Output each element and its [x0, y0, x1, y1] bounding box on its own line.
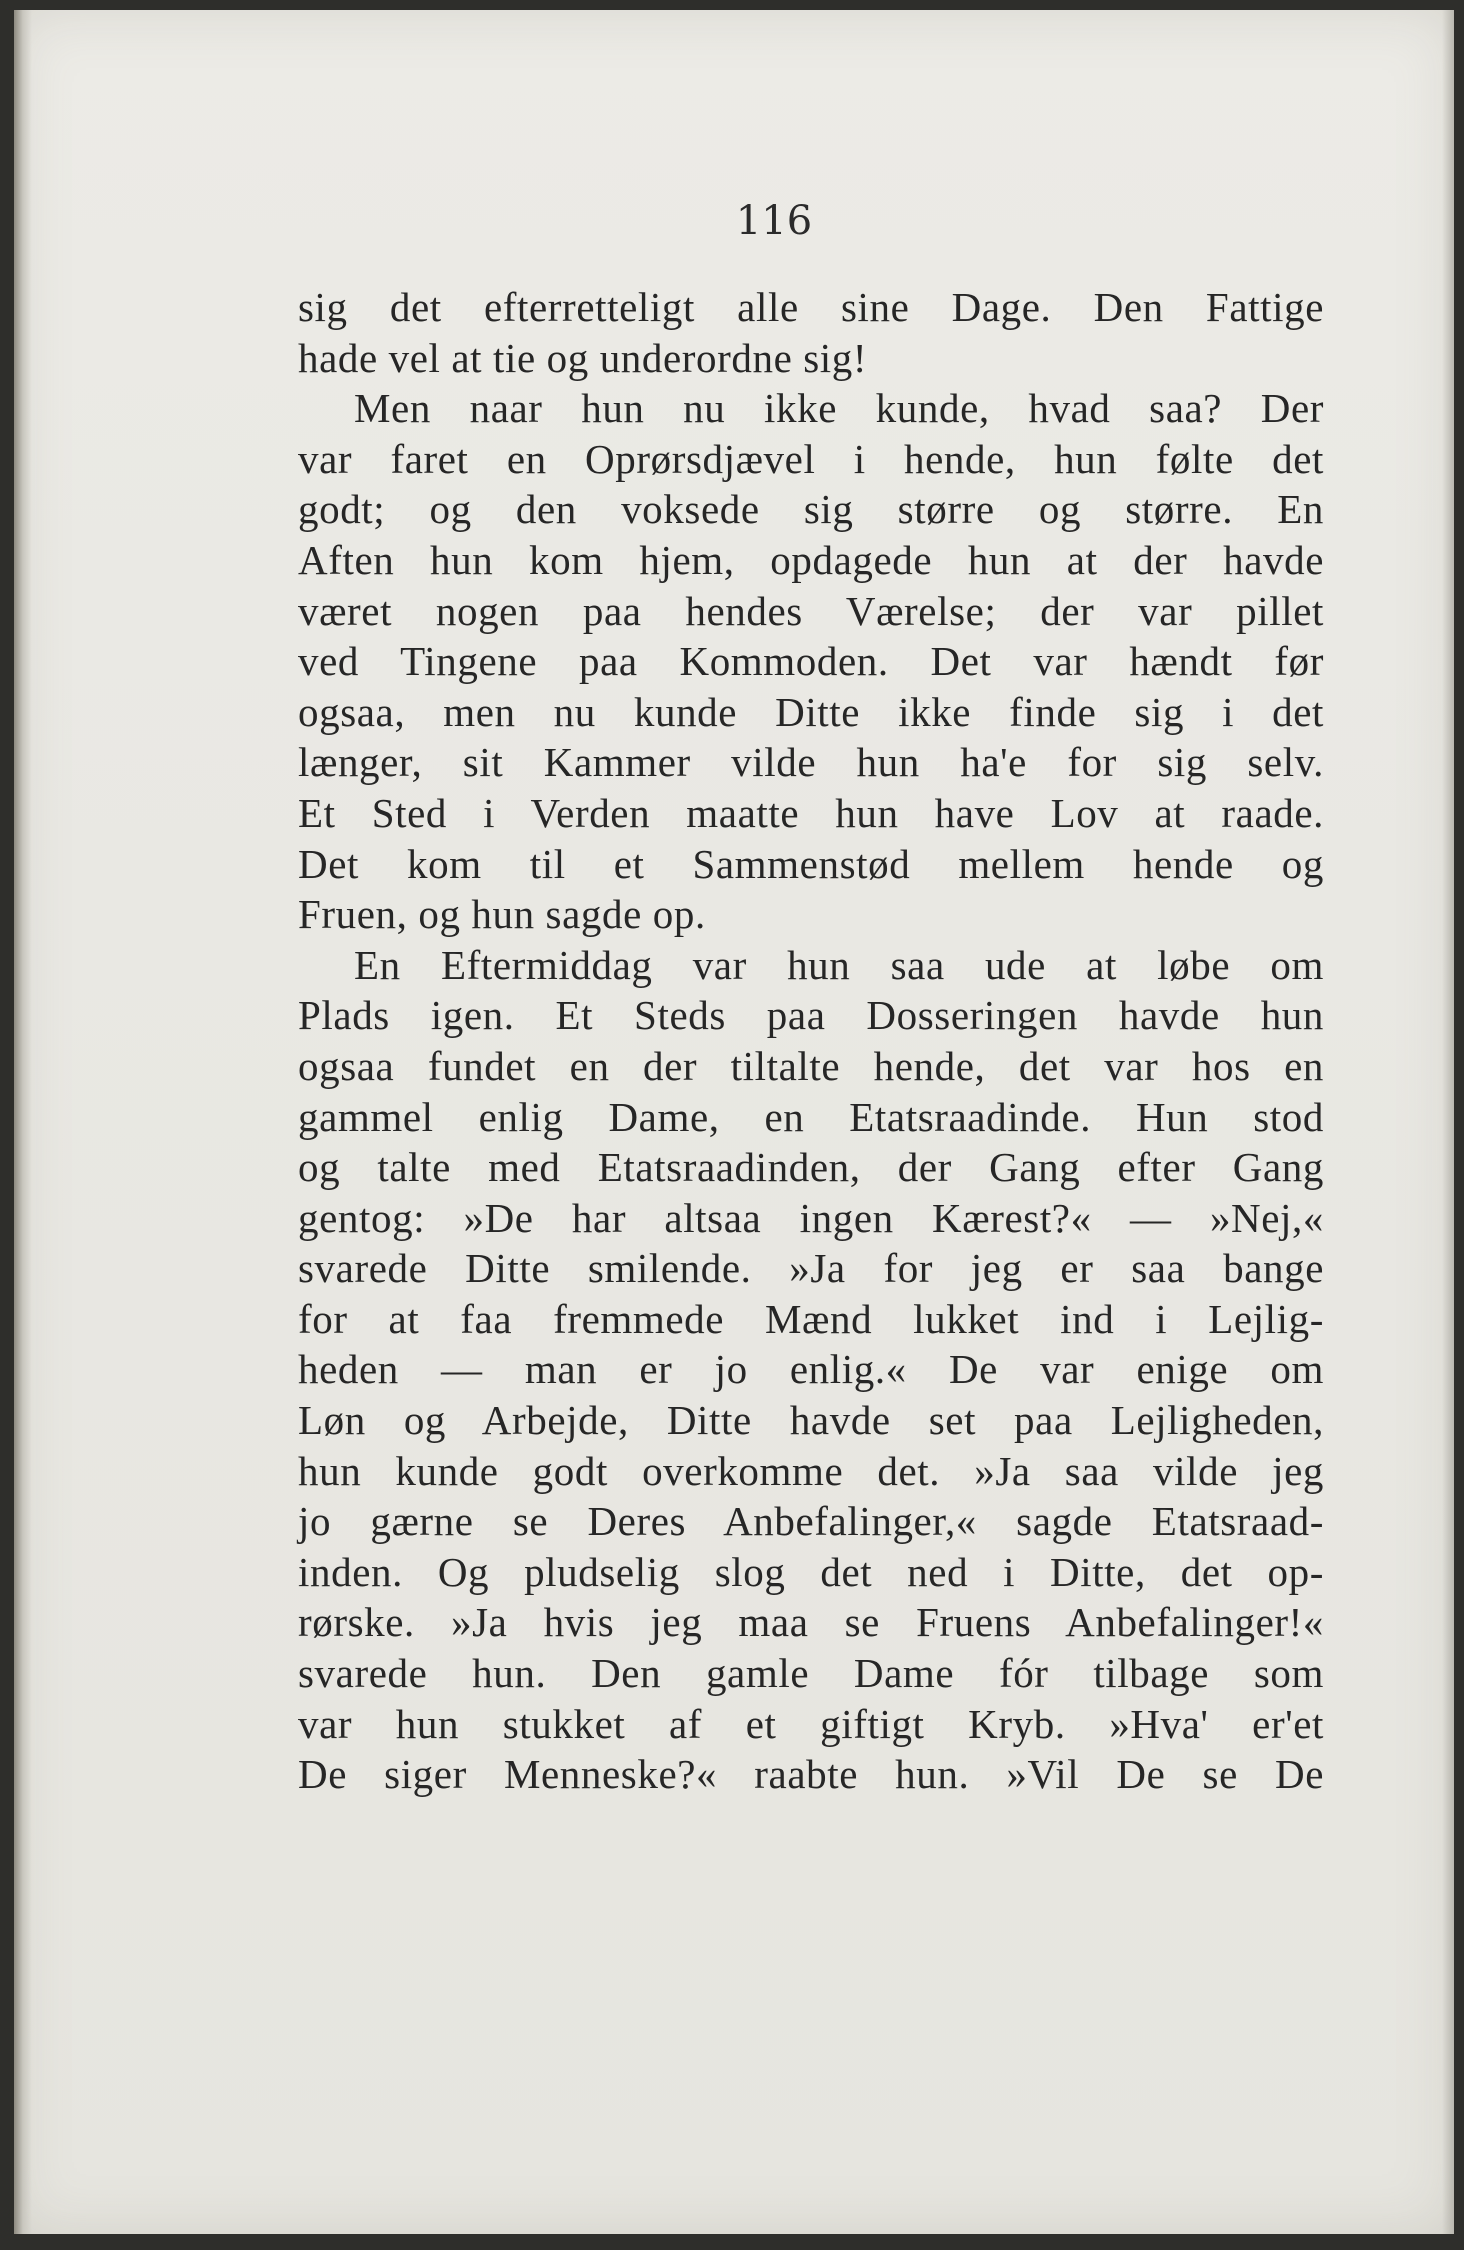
text-line: længer, sit Kammer vilde hun ha'e for sig selv.: [298, 739, 1324, 786]
text-line: jo gærne se Deres Anbefalinger,« sagde Etatsraad-: [298, 1498, 1324, 1545]
text-line: Et Sted i Verden maatte hun have Lov at raade.: [298, 789, 1324, 836]
text-line: sig det efterretteligt alle sine Dage. Den Fattige: [298, 284, 1324, 330]
text-line: Plads igen. Et Steds paa Dosseringen havde hun: [298, 992, 1324, 1039]
text-line: gentog: »De har altsaa ingen Kærest?« — »Nej,«: [298, 1194, 1324, 1241]
text-line: var hun stukket af et giftigt Kryb. »Hva' er'et: [298, 1700, 1324, 1747]
page-right-edge: [1442, 10, 1454, 2234]
text-line: været nogen paa hendes Værelse; der var pillet: [298, 587, 1324, 634]
text-line: Løn og Arbejde, Ditte havde set paa Lejligheden,: [298, 1397, 1324, 1444]
text-line: rørske. »Ja hvis jeg maa se Fruens Anbefalinger!«: [298, 1599, 1324, 1646]
text-line: Aften hun kom hjem, opdagede hun at der havde: [298, 536, 1324, 583]
text-line: svarede Ditte smilende. »Ja for jeg er saa bange: [298, 1245, 1324, 1292]
text-line: heden — man er jo enlig.« De var enige om: [298, 1346, 1324, 1393]
text-line: hun kunde godt overkomme det. »Ja saa vilde jeg: [298, 1447, 1324, 1494]
text-line: ved Tingene paa Kommoden. Det var hændt før: [298, 638, 1324, 685]
body-text: [298, 282, 1324, 1800]
text-line: Det kom til et Sammenstød mellem hende og: [298, 840, 1324, 887]
text-line: ogsaa, men nu kunde Ditte ikke finde sig i det: [298, 688, 1324, 735]
text-line: En Eftermiddag var hun saa ude at løbe om: [354, 941, 1324, 988]
text-line: for at faa fremmede Mænd lukket ind i Lejlig-: [298, 1295, 1324, 1342]
text-line: ogsaa fundet en der tiltalte hende, det var hos en: [298, 1042, 1324, 1089]
text-line: De siger Menneske?« raabte hun. »Vil De se De: [298, 1751, 1324, 1798]
book-page: [14, 10, 1454, 2234]
text-line: og talte med Etatsraadinden, der Gang efter Gang: [298, 1144, 1324, 1191]
text-line: gammel enlig Dame, en Etatsraadinde. Hun stod: [298, 1093, 1324, 1140]
text-line: svarede hun. Den gamle Dame fór tilbage som: [298, 1650, 1324, 1697]
page-number: 116: [735, 198, 813, 244]
text-line: hade vel at tie og underordne sig!: [298, 334, 868, 381]
page-binding-edge: [14, 10, 32, 2234]
text-line: godt; og den voksede sig større og større. En: [298, 486, 1324, 533]
text-line: var faret en Oprørsdjævel i hende, hun følte det: [298, 435, 1324, 482]
text-line: inden. Og pludselig slog det ned i Ditte, det op-: [298, 1548, 1324, 1595]
text-line: Fruen, og hun sagde op.: [298, 891, 706, 938]
text-line: Men naar hun nu ikke kunde, hvad saa? Der: [354, 385, 1324, 432]
